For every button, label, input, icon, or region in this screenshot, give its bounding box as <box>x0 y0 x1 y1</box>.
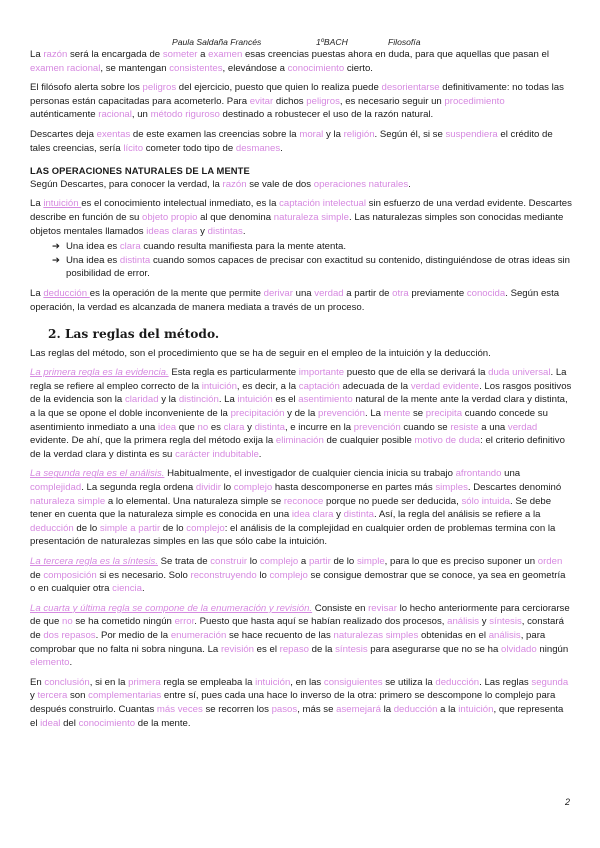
paragraph-regla-evidencia: La primera regla es la evidencia. Esta regla es particularmente importante puesto que de ella se derivará la duda universal. La regla se refiere al empleo correcto de la intuición, es decir, a la captación adecuada de la verdad evidente. Los rasgos positivos de la evidencia son la claridad y la distinción. La intuición es el asentimiento natural de la mente ante la verdad clara y distinta, a la que se opone el doble inconveniente de la precipitación y de la prevención. La mente se precipita cuando concede su asentimiento inmediato a una idea que no es clara y distinta, e incurre en la prevención cuando se resiste a una verdad evidente. De ahí, que la primera regla del método exija la eliminación de cualquier posible motivo de duda: el criterio definitivo de la verdad clara y distinta es su carácter indubitable. <box>30 367 572 460</box>
highlighted-term: más veces <box>156 703 203 715</box>
rule-title: La primera regla es la evidencia. <box>30 367 169 379</box>
header-author: Paula Saldaña Francés <box>172 37 262 47</box>
highlighted-term: reconoce <box>283 495 324 507</box>
highlighted-term: complejidad <box>30 482 82 494</box>
highlighted-term: objeto propio <box>142 211 198 223</box>
highlighted-term: prevención <box>318 408 365 420</box>
highlighted-term: no <box>62 616 73 628</box>
highlighted-term: captación intelectual <box>279 198 367 210</box>
highlighted-term: otra <box>392 287 409 299</box>
highlighted-term: evitar <box>249 95 274 107</box>
highlighted-term: ciencia <box>112 583 143 595</box>
header-subject: Filosofía <box>388 37 421 47</box>
highlighted-term: operaciones naturales <box>313 178 409 190</box>
highlighted-term: religión <box>343 128 375 140</box>
highlighted-term: análisis <box>488 629 521 641</box>
highlighted-term: complejo <box>233 482 273 494</box>
paragraph-regla-enumeracion: La cuarta y última regla se compone de la enumeración y revisión. Consiste en revisar lo hecho anteriormente para cerciorarse de que no se ha cometido ningún error. Puesto que hasta aquí se habían realizado dos procesos, análisis y síntesis, constará de dos repasos. Por medio de la enumeración se hace recuento de las naturalezas simples obtenidas en el análisis, para comprobar que no falta ni sobra ninguna. La revisión es el repaso de la síntesis para asegurarse que no se ha olvidado ningún elemento. <box>30 602 570 669</box>
highlighted-term: suspendiera <box>445 128 498 140</box>
highlighted-term: primera <box>128 676 161 688</box>
highlighted-term: intuición <box>43 198 82 210</box>
highlighted-term: moral <box>299 128 324 140</box>
highlighted-term: razón <box>222 178 247 190</box>
paragraph-operaciones: Según Descartes, para conocer la verdad, la razón se vale de dos operaciones naturales. <box>30 178 411 190</box>
highlighted-term: precipita <box>425 408 463 420</box>
highlighted-term: desorientarse <box>381 82 440 94</box>
highlighted-term: deducción <box>30 522 74 534</box>
intro-paragraph: Descartes deja exentas de este examen las creencias sobre la moral y la religión. Según él, si se suspendiera el crédito de tales creencias, sería lícito cometer todo tipo de desmanes. <box>30 128 553 154</box>
highlighted-term: sólo intuida <box>461 495 511 507</box>
highlighted-term: distinta <box>254 421 285 433</box>
highlighted-term: asentimiento <box>298 394 353 406</box>
highlighted-term: tercera <box>37 690 68 702</box>
paragraph-reglas-intro: Las reglas del método, son el procedimiento que se ha de seguir en el empleo de la intuición y la deducción. <box>30 347 491 359</box>
highlighted-term: deducción <box>435 676 480 688</box>
highlighted-term: síntesis <box>489 616 522 628</box>
highlighted-term: resiste <box>450 421 479 433</box>
highlighted-term: examen racional <box>30 62 101 74</box>
highlighted-term: complejo <box>259 556 299 567</box>
highlighted-term: prevención <box>353 421 401 433</box>
highlighted-term: naturalezas simples <box>333 629 419 641</box>
highlighted-term: someter <box>162 49 198 60</box>
highlighted-term: verdad <box>507 421 538 433</box>
highlighted-term: deducción <box>393 703 438 715</box>
section-heading-reglas: 2. Las reglas del método. <box>48 327 220 342</box>
highlighted-term: deducción <box>43 287 90 299</box>
highlighted-term: composición <box>43 569 97 581</box>
list-item <box>52 254 572 281</box>
arrow-right-icon: ➔ <box>52 254 61 266</box>
highlighted-term: dos repasos <box>43 629 96 641</box>
highlighted-term: distinción <box>178 394 219 406</box>
idea-bullet-list <box>30 240 572 281</box>
highlighted-term: método riguroso <box>150 109 220 121</box>
paragraph-regla-sintesis: La tercera regla es la síntesis. Se trata de construir lo complejo a partir de lo simple, para lo que es preciso suponer un orden de composición si es necesario. Solo reconstruyendo lo complejo se consigue demostrar que se conoce, ya sea en geometría o en cualquier otra ciencia. <box>30 556 566 595</box>
highlighted-term: motivo de duda <box>414 435 481 447</box>
highlighted-term: síntesis <box>335 643 368 655</box>
list-item <box>52 240 572 254</box>
highlighted-term: consistentes <box>169 62 223 74</box>
highlighted-term: análisis <box>447 616 480 628</box>
highlighted-term: pasos <box>271 703 298 715</box>
highlighted-term: peligros <box>306 95 340 107</box>
intro-paragraph: La razón será la encargada de someter a examen esas creencias puestas ahora en duda, para que aquellas que pasan el examen racional, se mantengan consistentes, elevándose a conocimiento cierto. <box>30 49 549 74</box>
highlighted-term: conclusión <box>44 676 90 688</box>
highlighted-term: enumeración <box>170 629 227 641</box>
bullet-text-distinta: Una idea es distinta cuando somos capaces de precisar con exactitud su contenido, distinguiéndose de otras ideas sin posibilidad de error. <box>66 254 570 280</box>
highlighted-term: eliminación <box>275 435 324 447</box>
highlighted-term: elemento <box>30 657 70 669</box>
highlighted-term: intuición <box>255 676 291 688</box>
highlighted-term: dividir <box>195 482 221 494</box>
highlighted-term: intuición <box>237 394 273 406</box>
highlighted-term: no <box>197 421 209 433</box>
highlighted-term: captación <box>298 380 340 392</box>
highlighted-term: clara <box>223 421 245 433</box>
paragraph-intuicion: La intuición es el conocimiento intelectual inmediato, es la captación intelectual sin esfuerzo de una verdad evidente. Descartes describe en función de su objeto propio al que denomina naturaleza simple. Las naturalezas simples son conocidas mediante objetos mentales llamados ideas claras y distintas. <box>30 198 572 237</box>
highlighted-term: verdad <box>314 287 344 299</box>
highlighted-term: racional <box>98 109 132 121</box>
highlighted-term: simple <box>356 556 385 567</box>
rule-title: La cuarta y última regla se compone de la enumeración y revisión. <box>30 602 313 614</box>
highlighted-term: distinta <box>119 254 151 266</box>
highlighted-term: exentas <box>96 128 131 140</box>
highlighted-term: mente <box>383 408 411 420</box>
highlighted-term: peligros <box>142 82 177 94</box>
highlighted-term: complejo <box>269 569 308 581</box>
highlighted-term: idea <box>158 421 177 433</box>
highlighted-term: naturaleza simple <box>273 211 349 223</box>
highlighted-term: carácter indubitable <box>175 448 259 460</box>
header-course: 1ºBACH <box>316 37 348 47</box>
highlighted-term: intuición <box>201 380 237 392</box>
highlighted-term: derivar <box>263 287 293 299</box>
highlighted-term: simple a partir <box>99 522 161 534</box>
paragraph-deduccion: La deducción es la operación de la mente que permite derivar una verdad a partir de otra previamente conocida. Según esta operación, la verdad es alcanzada de manera mediata a través de un proceso. <box>30 287 560 313</box>
highlighted-term: precipitación <box>230 408 285 420</box>
highlighted-term: importante <box>298 367 345 379</box>
highlighted-term: revisión <box>220 643 255 655</box>
highlighted-term: repaso <box>279 643 309 655</box>
highlighted-term: conocida <box>466 287 506 299</box>
highlighted-term: olvidado <box>500 643 537 655</box>
highlighted-term: complejo <box>186 522 225 534</box>
highlighted-term: intuición <box>458 703 494 715</box>
page-number: 2 <box>565 797 571 807</box>
intro-paragraph: El filósofo alerta sobre los peligros del ejercicio, puesto que quien lo realiza puede desorientarse definitivamente: no todas las personas están capacitadas para acometerlo. Para evitar dichos peligros, es necesario seguir un procedimiento auténticamente racional, un método riguroso destinado a robustecer el uso de la razón natural. <box>30 82 564 121</box>
highlighted-term: asemejará <box>336 703 381 715</box>
highlighted-term: lícito <box>123 142 144 154</box>
highlighted-term: distinta <box>343 509 375 521</box>
highlighted-term: idea clara <box>291 509 334 521</box>
highlighted-term: conocimiento <box>78 717 136 729</box>
highlighted-term: error <box>174 616 195 628</box>
highlighted-term: conocimiento <box>287 62 345 74</box>
highlighted-term: reconstruyendo <box>190 569 257 581</box>
highlighted-term: examen <box>208 49 243 60</box>
highlighted-term: partir <box>308 556 331 567</box>
highlighted-term: construir <box>210 556 248 567</box>
highlighted-term: orden <box>537 556 563 567</box>
paragraph-conclusion: En conclusión, si en la primera regla se empleaba la intuición, en las consiguientes se utiliza la deducción. Las reglas segunda y tercera son complementarias entre sí, pues cada una hace lo inverso de la otra: primero se descompone lo complejo para después construirlo. Cuantas más veces se recorren los pasos, más se asemejará la deducción a la intuición, que representa el ideal del conocimiento de la mente. <box>30 676 569 729</box>
section-heading-operaciones: LAS OPERACIONES NATURALES DE LA MENTE <box>30 165 250 177</box>
highlighted-term: revisar <box>368 602 397 614</box>
highlighted-term: segunda <box>531 676 569 688</box>
highlighted-term: razón <box>43 49 68 60</box>
highlighted-term: desmanes <box>235 142 281 154</box>
highlighted-term: verdad evidente <box>410 380 480 392</box>
highlighted-term: claridad <box>124 394 159 406</box>
arrow-right-icon: ➔ <box>52 241 61 253</box>
highlighted-term: ideal <box>40 717 61 729</box>
rule-title: La tercera regla es la síntesis. <box>30 556 158 567</box>
page-body <box>30 48 572 736</box>
bullet-text-clara: Una idea es clara cuando resulta manifiesta para la mente atenta. <box>66 241 346 253</box>
highlighted-term: simples <box>435 482 468 494</box>
highlighted-term: afrontando <box>455 468 502 480</box>
highlighted-term: duda universal <box>488 367 551 379</box>
highlighted-term: clara <box>119 241 141 253</box>
highlighted-term: ideas claras <box>146 225 198 237</box>
rule-title: La segunda regla es el análisis. <box>30 468 165 480</box>
highlighted-term: complementarias <box>88 690 162 702</box>
highlighted-term: naturaleza simple <box>30 495 106 507</box>
paragraph-regla-analisis: La segunda regla es el análisis. Habitualmente, el investigador de cualquier ciencia inicia su trabajo afrontando una complejidad. La segunda regla ordena dividir lo complejo hasta descomponerse en partes más simples. Descartes denominó naturaleza simple a lo elemental. Una naturaleza simple se reconoce porque no puede ser deducida, sólo intuida. Se debe tener en cuenta que la naturaleza simple es conocida en una idea clara y distinta. Así, la regla del análisis se refiere a la deducción de lo simple a partir de lo complejo: el análisis de la complejidad en cualquier orden de problemas termina con la presentación de naturalezas simples en las que sólo cabe la intuición. <box>30 468 562 548</box>
highlighted-term: procedimiento <box>444 95 505 107</box>
highlighted-term: distintas <box>207 225 243 237</box>
highlighted-term: consiguientes <box>323 676 383 688</box>
